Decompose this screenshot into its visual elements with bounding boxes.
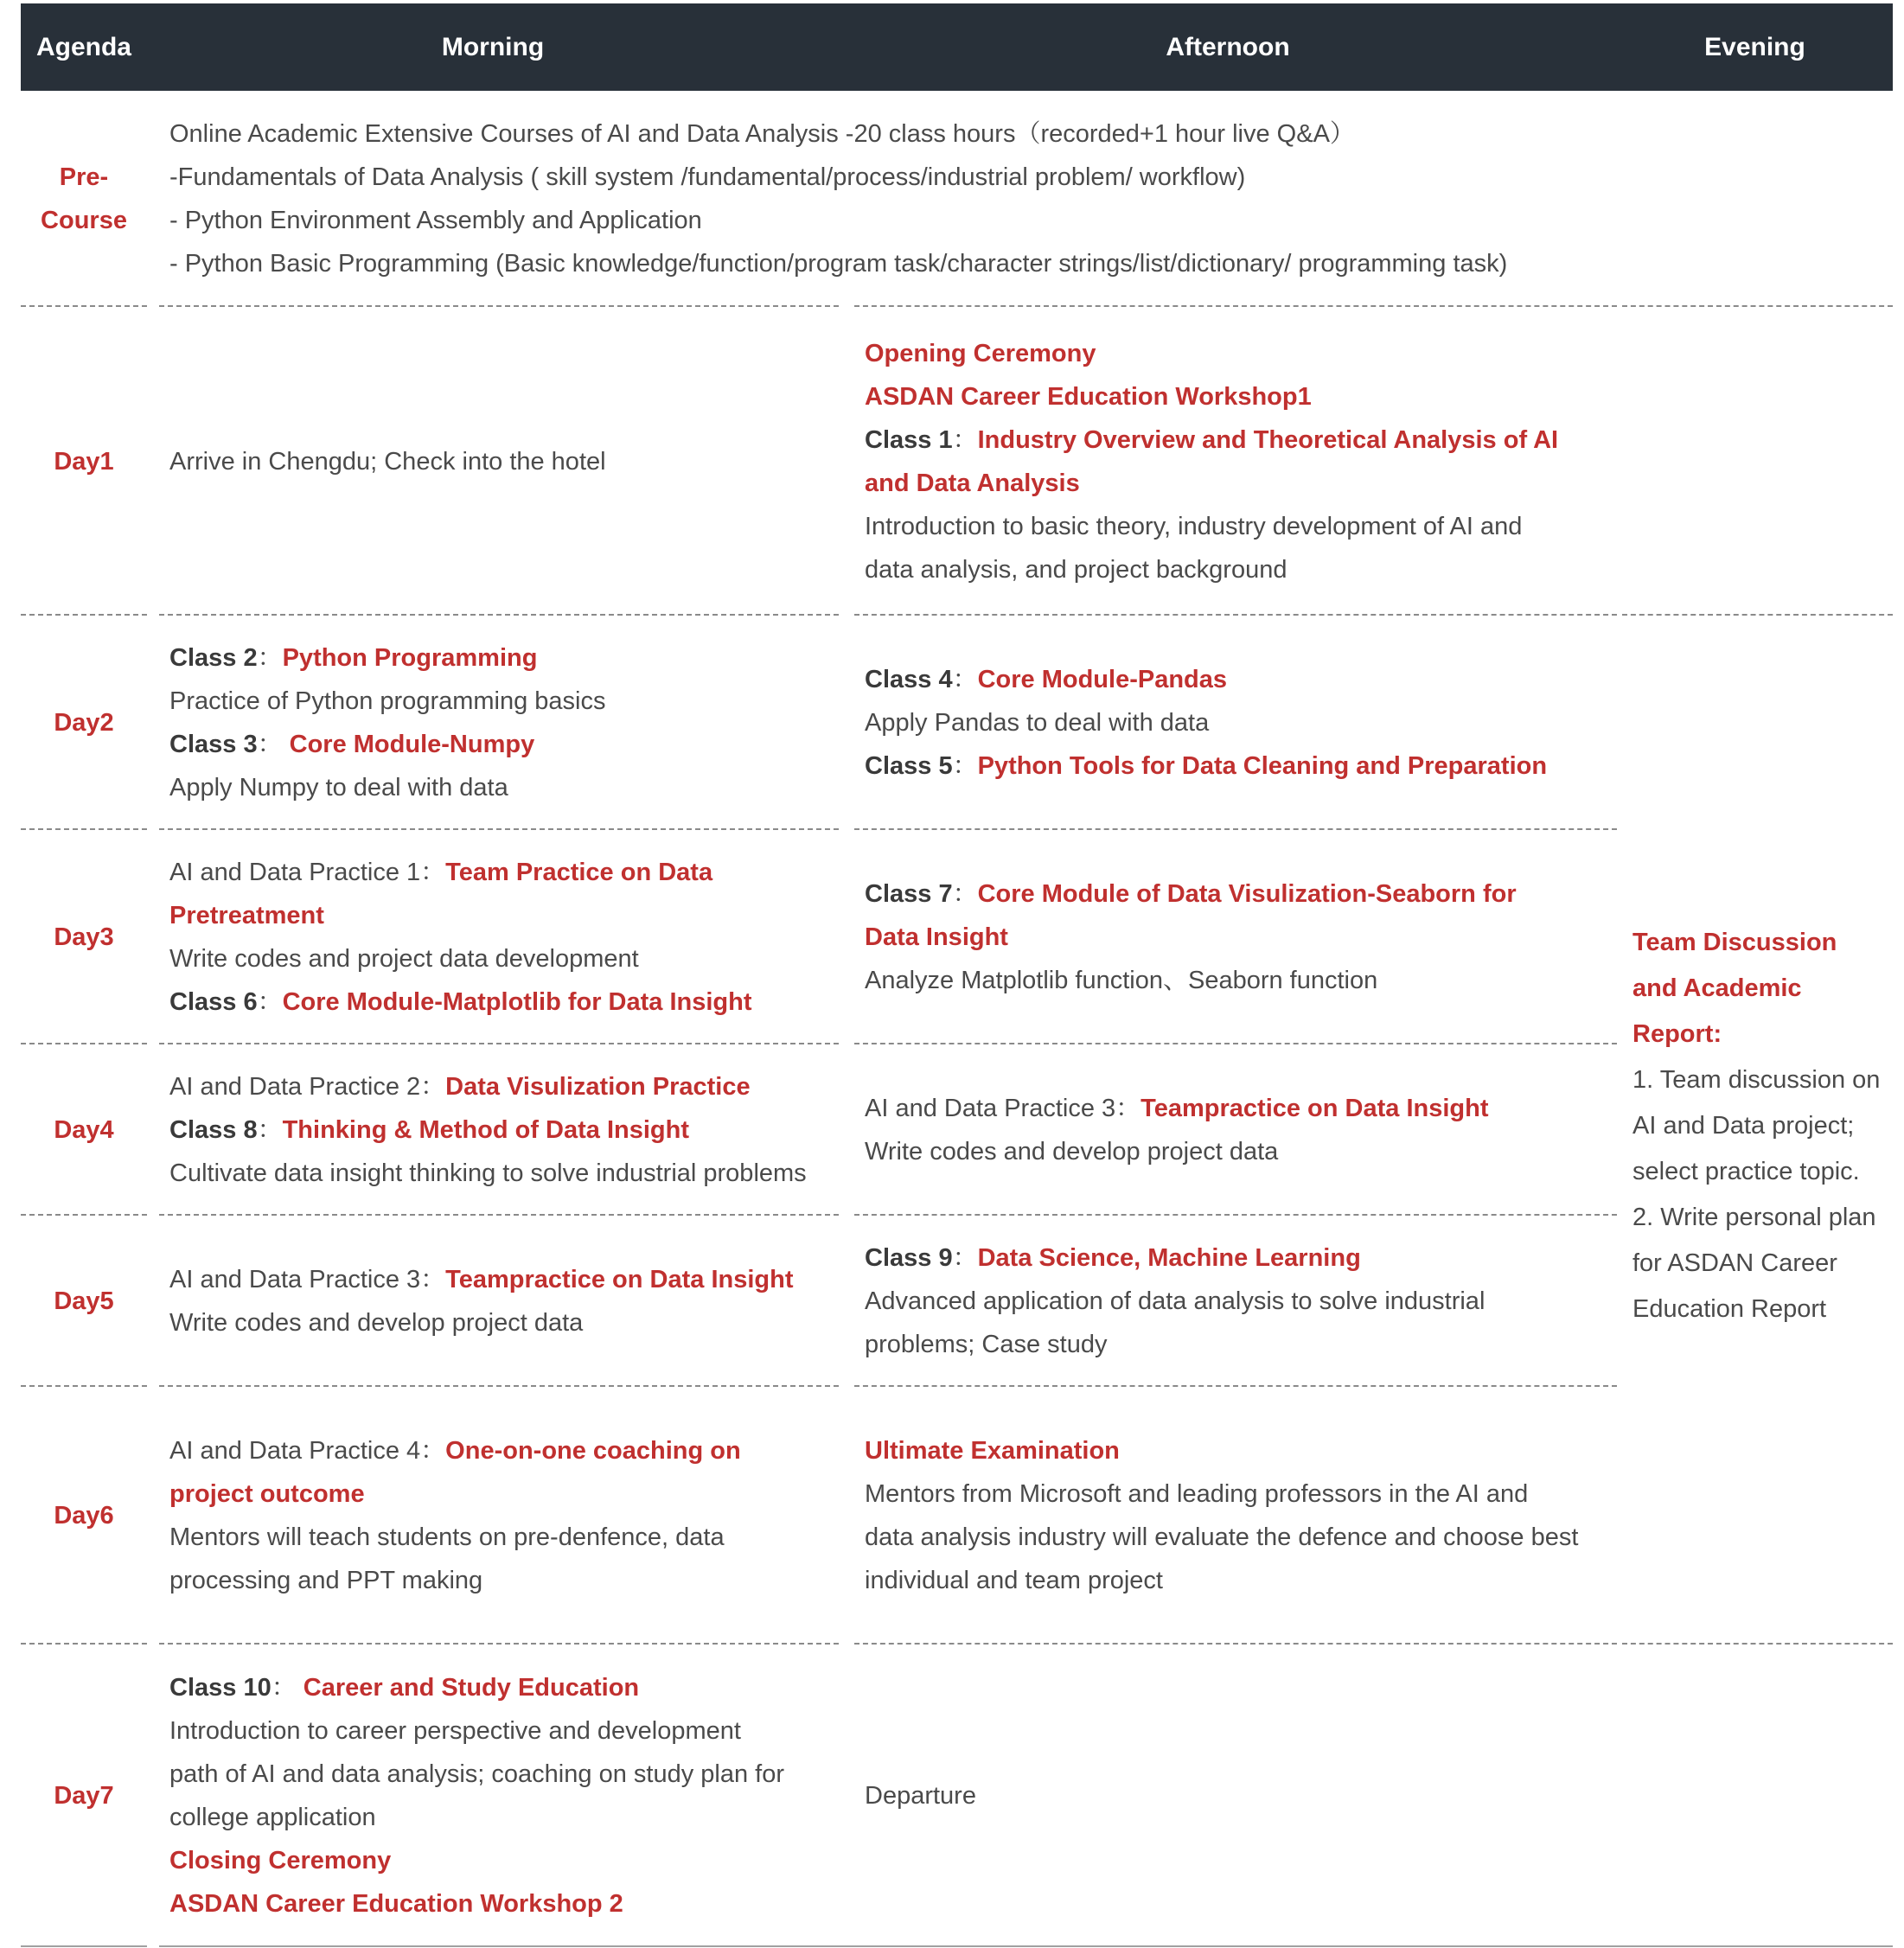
row-day2 — [21, 616, 1893, 830]
day2-afternoon: Class 4：Core Module-Pandas Apply Pandas to deal with data Class 5：Python Tools for Data Cleaning and Preparation — [865, 666, 1548, 780]
pre-line: Online Academic Extensive Courses of AI and Data Analysis -20 class hours（recorded+1 hour live Q&A） — [169, 120, 1355, 148]
row-day1 — [21, 307, 1893, 616]
day-label: Pre-Course — [41, 163, 127, 234]
day-label: Day7 — [54, 1782, 114, 1810]
day5-morning: AI and Data Practice 3：Teampractice on Data Insight Write codes and develop project data — [169, 1266, 794, 1337]
row-day7 — [21, 1645, 1893, 1947]
day4-morning: AI and Data Practice 2：Data Visulization Practice Class 8：Thinking & Method of Data Insight Cultivate data insight thinking to solve industrial problems — [169, 1073, 807, 1187]
day-label: Day4 — [54, 1116, 114, 1144]
row-pre-course — [21, 91, 1893, 307]
agenda-table — [21, 3, 1893, 1947]
header-agenda: Agenda — [35, 33, 131, 61]
day1-afternoon: Opening Ceremony ASDAN Career Education Workshop1 Class 1：Industry Overview and Theoretical Analysis of AI and Data Analysis Introduction to basic theory, industry development of AI and data analysis, and project background — [865, 307, 1608, 616]
row-day5 — [21, 1216, 1893, 1387]
header-morning: Morning — [441, 33, 545, 61]
day6-afternoon: Ultimate Examination Mentors from Microsoft and leading professors in the AI and data analysis industry will evaluate the defence and choose best individual and team project — [865, 1387, 1608, 1645]
day7-afternoon: Departure — [865, 1782, 976, 1810]
day3-morning: AI and Data Practice 1：Team Practice on Data Pretreatment Write codes and project data development Class 6：Core Module-Matplotlib for Data Insight — [169, 859, 752, 1016]
day4-afternoon: AI and Data Practice 3：Teampractice on Data Insight Write codes and develop project data — [865, 1095, 1489, 1166]
pre-line: -Fundamentals of Data Analysis ( skill system /fundamental/process/industrial problem/ workflow) — [169, 163, 1246, 191]
row-day6 — [21, 1387, 1893, 1645]
day1-morning: Arrive in Chengdu; Check into the hotel — [169, 447, 606, 476]
day-label: Day1 — [54, 447, 114, 476]
day-label: Day2 — [54, 709, 114, 737]
table-header — [21, 3, 1893, 91]
header-evening: Evening — [1704, 33, 1805, 61]
day5-afternoon: Class 9：Data Science, Machine Learning Advanced application of data analysis to solve industrial problems; Case study — [865, 1244, 1486, 1358]
closing-ceremony: Closing Ceremony — [169, 1847, 392, 1875]
day6-morning: AI and Data Practice 4：One-on-one coaching on project outcome Mentors will teach students on pre-denfence, data processing and PPT making — [169, 1437, 741, 1594]
opening-ceremony: Opening Ceremony — [865, 339, 1096, 367]
day2-morning: Class 2：Python Programming Practice of Python programming basics Class 3： Core Module-Numpy Apply Numpy to deal with data — [169, 644, 606, 802]
day-label: Day5 — [54, 1287, 114, 1315]
pre-course-content — [169, 91, 1882, 307]
row-day4 — [21, 1044, 1893, 1216]
evening-team-discussion: Team Discussion and Academic Report: 1. Team discussion on AI and Data project; select practice topic. 2. Write personal plan for ASDAN Career Education Report — [1632, 928, 1881, 1323]
workshop-title: ASDAN Career Education Workshop 2 — [169, 1890, 623, 1918]
header-afternoon: Afternoon — [1166, 33, 1290, 61]
day7-morning: Class 10： Career and Study Education Introduction to career perspective and development path of AI and data analysis; coaching on study plan for college application Closing Ceremony ASDAN Career Education Workshop 2 — [169, 1645, 844, 1947]
day-label: Day3 — [54, 923, 114, 951]
pre-line: - Python Basic Programming (Basic knowledge/function/program task/character strings/list/dictionary/ programming task) — [169, 250, 1508, 278]
day3-afternoon: Class 7：Core Module of Data Visulization-Seaborn for Data Insight Analyze Matplotlib function、Seaborn function — [865, 880, 1517, 994]
ultimate-examination: Ultimate Examination — [865, 1437, 1120, 1465]
workshop-title: ASDAN Career Education Workshop1 — [865, 382, 1312, 411]
pre-line: - Python Environment Assembly and Application — [169, 207, 702, 234]
row-day3 — [21, 830, 1893, 1044]
day-label: Day6 — [54, 1502, 114, 1530]
